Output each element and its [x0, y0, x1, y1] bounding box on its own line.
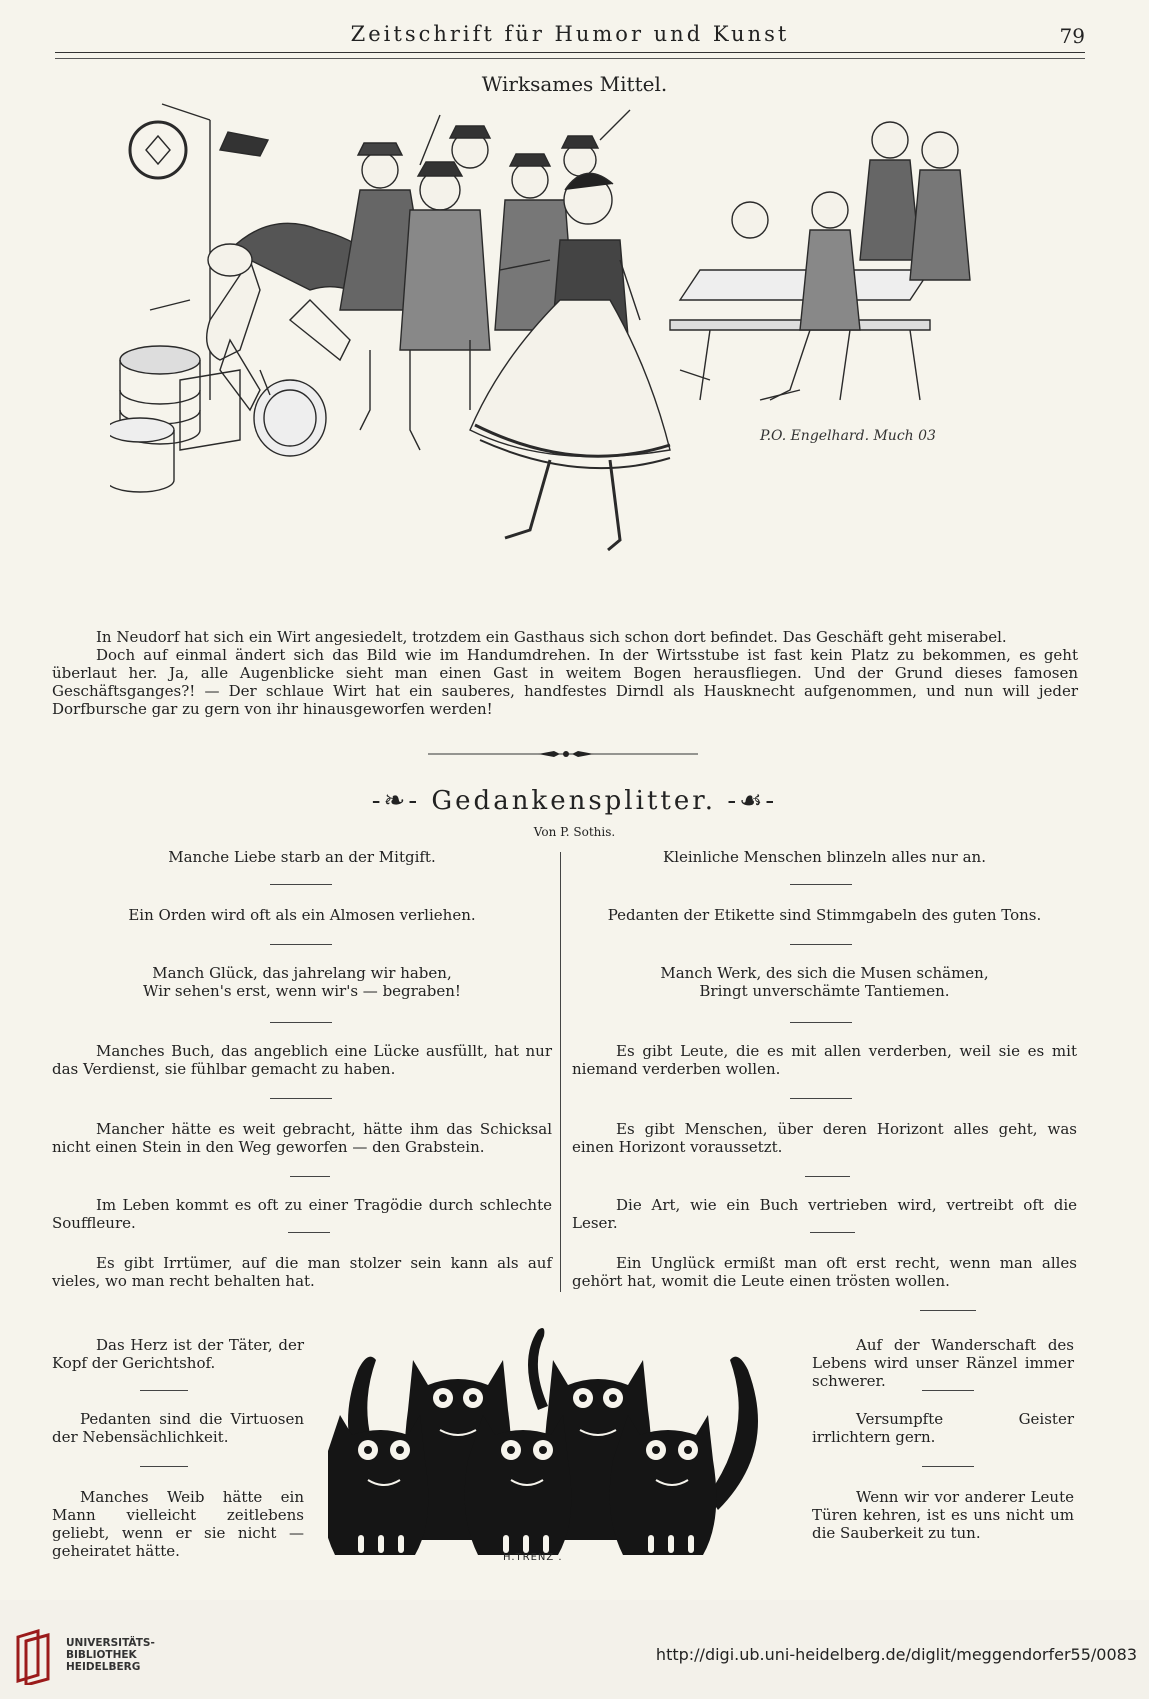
aphorism-right-6: Die Art, wie ein Buch vertrieben wird, vertreibt oft die Leser.: [572, 1196, 1077, 1232]
aphorism-bottom-right-2: Versumpfte Geister irrlichtern gern.: [812, 1410, 1074, 1446]
aphorism-bottom-left-3: Manches Weib hätte ein Mann vielleicht zeitlebens geliebt, wenn er sie nicht — geheiratet hätte.: [52, 1488, 304, 1560]
aphorism-separator: [270, 944, 332, 945]
digitization-footer: [0, 1617, 1149, 1699]
aphorism-left-1: Manche Liebe starb an der Mitgift.: [168, 848, 436, 866]
dancing-woman: [470, 173, 670, 550]
source-url-link[interactable]: http://digi.ub.uni-heidelberg.de/diglit/meggendorfer55/0083: [655, 1645, 1137, 1664]
section-title: [0, 786, 1149, 816]
aphorism-separator: [270, 1022, 332, 1023]
black-cats-illustration: [328, 1320, 783, 1560]
aphorism-bottom-left-2: Pedanten sind die Virtuosen der Nebensächlichkeit.: [52, 1410, 304, 1446]
aphorism-left-7: Es gibt Irrtümer, auf die man stolzer sein kann als auf vieles, wo man recht behalten hat.: [52, 1254, 552, 1290]
aphorism-right-5: Es gibt Menschen, über deren Horizont alles geht, was einen Horizont voraussetzt.: [572, 1120, 1077, 1156]
aphorism-separator: [790, 1022, 852, 1023]
aphorism-separator: [140, 1466, 188, 1467]
aphorism-left-2: Ein Orden wird oft als ein Almosen verliehen.: [128, 906, 476, 924]
aphorism-right-3b: Bringt unverschämte Tantiemen.: [699, 982, 950, 1000]
flourish-right-icon: -☙-: [727, 786, 778, 816]
library-line-2: BIBLIOTHEK: [66, 1649, 137, 1661]
aphorism-bottom-left-1: Das Herz ist der Täter, der Kopf der Gerichtshof.: [52, 1336, 304, 1372]
tavern-illustration: [110, 100, 1040, 620]
aphorism-separator: [140, 1390, 188, 1391]
page-number: 79: [1059, 24, 1085, 48]
library-line-3: HEIDELBERG: [66, 1661, 141, 1673]
aphorism-right-1: Kleinliche Menschen blinzeln alles nur an.: [663, 848, 986, 866]
cartoon-text-line-1: In Neudorf hat sich ein Wirt angesiedelt, trotzdem ein Gasthaus sich schon dort befindet. Das Geschäft geht miserabel.: [96, 628, 1007, 646]
section-title-text: Gedankensplitter.: [431, 786, 717, 816]
aphorism-separator: [288, 1232, 330, 1233]
cats-artist-credit: H.TRENZ .: [503, 1552, 563, 1563]
aphorism-left-3b: Wir sehen's erst, wenn wir's — begraben!: [143, 982, 461, 1000]
aphorism-separator: [270, 1098, 332, 1099]
aphorism-right-3a: Manch Werk, des sich die Musen schämen,: [660, 964, 989, 982]
aphorism-separator: [805, 1176, 850, 1177]
aphorism-separator: [270, 884, 332, 885]
aphorism-separator: [922, 1466, 974, 1467]
aphorism-separator: [810, 1232, 855, 1233]
aphorism-left-6: Im Leben kommt es oft zu einer Tragödie durch schlechte Souffleure.: [52, 1196, 552, 1232]
header-title: Zeitschrift für Humor und Kunst: [350, 22, 790, 46]
ornamental-divider: [428, 748, 698, 760]
barrels: [110, 346, 326, 492]
aphorism-left-5: Mancher hätte es weit gebracht, hätte ihm das Schicksal nicht einen Stein in den Weg geworfen — den Grabstein.: [52, 1120, 552, 1156]
section-byline: Von P. Sothis.: [533, 825, 616, 839]
aphorism-separator: [922, 1390, 974, 1391]
cartoon-text-line-2: Doch auf einmal ändert sich das Bild wie im Handumdrehen. In der Wirtsstube ist fast kein Platz zu bekommen, es geht überlaut her. Ja, alle Augenblicke sieht man einen Gast in weitem Bogen herausfliegen. Und der Grund dieses famosen Geschäftsganges?! — Der schlaue Wirt hat ein sauberes, handfestes Dirndl als Hausknecht aufgenommen, und nun will jeder Dorfbursche gar zu gern von ihr hinausgeworfen werden!: [52, 646, 1078, 718]
aphorism-right-2: Pedanten der Etikette sind Stimmgabeln des guten Tons.: [607, 906, 1042, 924]
aphorism-separator: [290, 1176, 330, 1177]
running-header: [55, 18, 1085, 56]
header-rule-thin: [55, 58, 1085, 59]
library-name: [66, 1637, 155, 1673]
column-divider: [560, 852, 561, 1292]
beer-table: [670, 122, 970, 400]
header-rule: [55, 52, 1085, 53]
aphorism-right-7: Ein Unglück ermißt man oft erst recht, wenn man alles gehört hat, womit die Leute einen trösten wollen.: [572, 1254, 1077, 1290]
aphorism-bottom-right-1: Auf der Wanderschaft des Lebens wird unser Ränzel immer schwerer.: [812, 1336, 1074, 1390]
university-library-logo: [14, 1629, 56, 1685]
aphorism-left-3a: Manch Glück, das jahrelang wir haben,: [152, 964, 452, 982]
aphorism-left-4: Manches Buch, das angeblich eine Lücke ausfüllt, hat nur das Verdienst, sie fühlbar gemacht zu haben.: [52, 1042, 552, 1078]
flourish-left-icon: -❧-: [371, 786, 421, 816]
aphorism-bottom-right-3: Wenn wir vor anderer Leute Türen kehren, ist es uns nicht um die Sauberkeit zu tun.: [812, 1488, 1074, 1542]
cartoon-text: [52, 628, 1078, 718]
library-line-1: UNIVERSITÄTS-: [66, 1637, 155, 1649]
aphorism-right-4: Es gibt Leute, die es mit allen verderben, weil sie es mit niemand verderben wollen.: [572, 1042, 1077, 1078]
aphorism-separator: [790, 1098, 852, 1099]
aphorism-separator: [920, 1310, 976, 1311]
aphorism-separator: [790, 944, 852, 945]
aphorism-separator: [790, 884, 852, 885]
cartoon-caption: Wirksames Mittel.: [481, 72, 668, 96]
artist-signature: P.O. Engelhard. Much 03: [760, 428, 936, 444]
